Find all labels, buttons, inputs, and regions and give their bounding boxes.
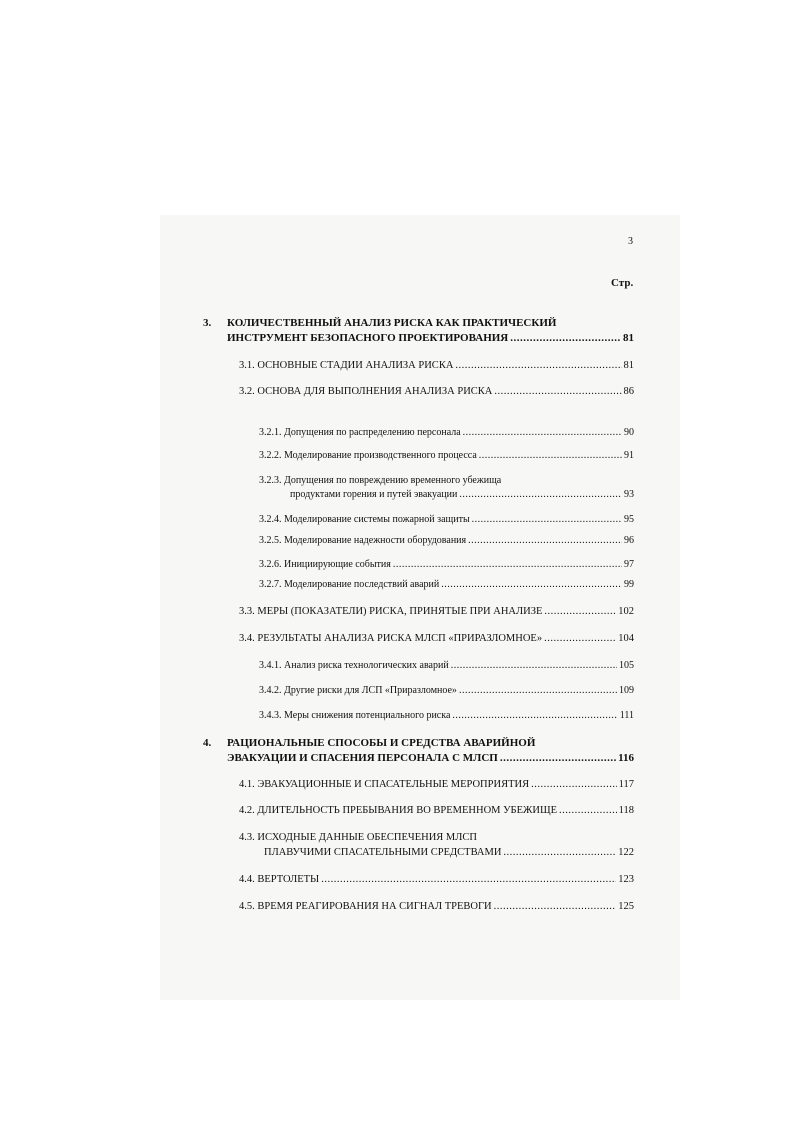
toc-leader-dots [441,577,622,592]
toc-entry-4-3 [264,845,634,860]
toc-entry-4-2 [239,803,634,818]
toc-leader-dots [321,872,616,887]
toc-label: 3.2.1. Допущения по распределению персонала [259,427,461,438]
toc-label: 3.2.2. Моделирование производственного процесса [259,450,477,461]
section-4-title-line2 [227,751,634,766]
toc-label: 3.2.6. Инициирующие события [259,559,391,570]
toc-entry-3-2-7 [259,577,634,592]
toc-entry-4-4 [239,872,634,887]
toc-entry-3-4-3 [259,708,634,723]
toc-page: 125 [618,901,634,912]
toc-entry-3-4 [239,631,634,646]
toc-label: 3.4.1. Анализ риска технологических аварий [259,660,449,671]
toc-leader-dots [510,331,621,346]
toc-label: продуктами горения и путей эвакуации [290,489,458,500]
toc-leader-dots [459,683,617,698]
toc-page: 91 [624,450,634,461]
toc-label: 4.4. ВЕРТОЛЕТЫ [239,874,320,885]
toc-label: ЭВАКУАЦИИ И СПАСЕНИЯ ПЕРСОНАЛА С МЛСП [227,752,498,764]
toc-page: 116 [618,752,634,764]
page-number: 3 [628,236,633,247]
page-column-header: Стр. [611,277,634,289]
toc-page: 105 [619,660,634,671]
toc-page: 81 [623,360,634,371]
toc-leader-dots [494,899,617,914]
toc-entry-3-2-1 [259,425,634,440]
toc-entry-3-2-3 [290,487,634,502]
toc-entry-3-4-1 [259,658,634,673]
toc-leader-dots [455,358,621,373]
toc-leader-dots [452,708,617,723]
toc-page: 95 [624,514,634,525]
toc-page: 109 [619,685,634,696]
toc-page: 122 [618,847,634,858]
toc-label: ПЛАВУЧИМИ СПАСАТЕЛЬНЫМИ СРЕДСТВАМИ [264,847,502,858]
toc-label: 3.2.5. Моделирование надежности оборудования [259,535,467,546]
toc-label: 3.4.3. Меры снижения потенциального риска [259,710,451,721]
toc-label: 4.5. ВРЕМЯ РЕАГИРОВАНИЯ НА СИГНАЛ ТРЕВОГИ [239,901,492,912]
toc-entry-4-3-line1: 4.3. ИСХОДНЫЕ ДАННЫЕ ОБЕСПЕЧЕНИЯ МЛСП [239,832,477,843]
toc-leader-dots [451,658,617,673]
toc-entry-3-2-5 [259,533,634,548]
section-3-title-line1: КОЛИЧЕСТВЕННЫЙ АНАЛИЗ РИСКА КАК ПРАКТИЧЕСКИЙ [227,317,557,329]
toc-leader-dots [500,751,616,766]
toc-entry-3-4-2 [259,683,634,698]
toc-leader-dots [472,512,622,527]
toc-leader-dots [544,604,616,619]
toc-leader-dots [463,425,622,440]
toc-page: 96 [624,535,634,546]
toc-label: 3.1. ОСНОВНЫЕ СТАДИИ АНАЛИЗА РИСКА [239,360,454,371]
toc-label: ИНСТРУМЕНТ БЕЗОПАСНОГО ПРОЕКТИРОВАНИЯ [227,332,509,344]
toc-leader-dots [468,533,622,548]
toc-label: 4.1. ЭВАКУАЦИОННЫЕ И СПАСАТЕЛЬНЫЕ МЕРОПРИЯТИЯ [239,779,530,790]
toc-page: 81 [623,332,634,344]
toc-entry-3-2-2 [259,448,634,463]
toc-page: 104 [618,633,634,644]
toc-entry-3-2-4 [259,512,634,527]
section-4-number: 4. [203,737,212,749]
toc-page: 93 [624,489,634,500]
toc-entry-3-2 [239,384,634,399]
section-4-title-line1: РАЦИОНАЛЬНЫЕ СПОСОБЫ И СРЕДСТВА АВАРИЙНОЙ [227,737,536,749]
toc-leader-dots [544,631,616,646]
toc-page: 118 [618,805,634,816]
toc-page: 86 [623,386,634,397]
toc-leader-dots [393,557,622,572]
toc-entry-4-1 [239,777,634,792]
toc-entry-3-2-6 [259,557,634,572]
toc-label: 3.2.4. Моделирование системы пожарной защиты [259,514,470,525]
toc-leader-dots [479,448,622,463]
toc-label: 3.2.7. Моделирование последствий аварий [259,579,440,590]
toc-label: 4.2. ДЛИТЕЛЬНОСТЬ ПРЕБЫВАНИЯ ВО ВРЕМЕННОМ УБЕЖИЩЕ [239,805,557,816]
toc-page: 111 [619,710,634,721]
toc-page: 123 [618,874,634,885]
toc-leader-dots [531,777,617,792]
toc-label: 3.2. ОСНОВА ДЛЯ ВЫПОЛНЕНИЯ АНАЛИЗА РИСКА [239,386,493,397]
toc-label: 3.4. РЕЗУЛЬТАТЫ АНАЛИЗА РИСКА МЛСП «ПРИРАЗЛОМНОЕ» [239,633,543,644]
toc-entry-3-2-3-line1: 3.2.3. Допущения по повреждению временного убежища [259,475,502,486]
toc-page: 102 [618,606,634,617]
section-3-number: 3. [203,317,212,329]
toc-label: 3.4.2. Другие риски для ЛСП «Приразломное» [259,685,457,696]
toc-page: 90 [624,427,634,438]
toc-leader-dots [459,487,622,502]
section-3-title-line2 [227,331,634,346]
toc-entry-3-3 [239,604,634,619]
toc-entry-3-1 [239,358,634,373]
toc-page: 97 [624,559,634,570]
toc-entry-4-5 [239,899,634,914]
toc-leader-dots [559,803,617,818]
toc-leader-dots [503,845,616,860]
toc-page: 99 [624,579,634,590]
toc-leader-dots [494,384,621,399]
toc-page: 117 [618,779,634,790]
toc-label: 3.3. МЕРЫ (ПОКАЗАТЕЛИ) РИСКА, ПРИНЯТЫЕ ПРИ АНАЛИЗЕ [239,606,543,617]
